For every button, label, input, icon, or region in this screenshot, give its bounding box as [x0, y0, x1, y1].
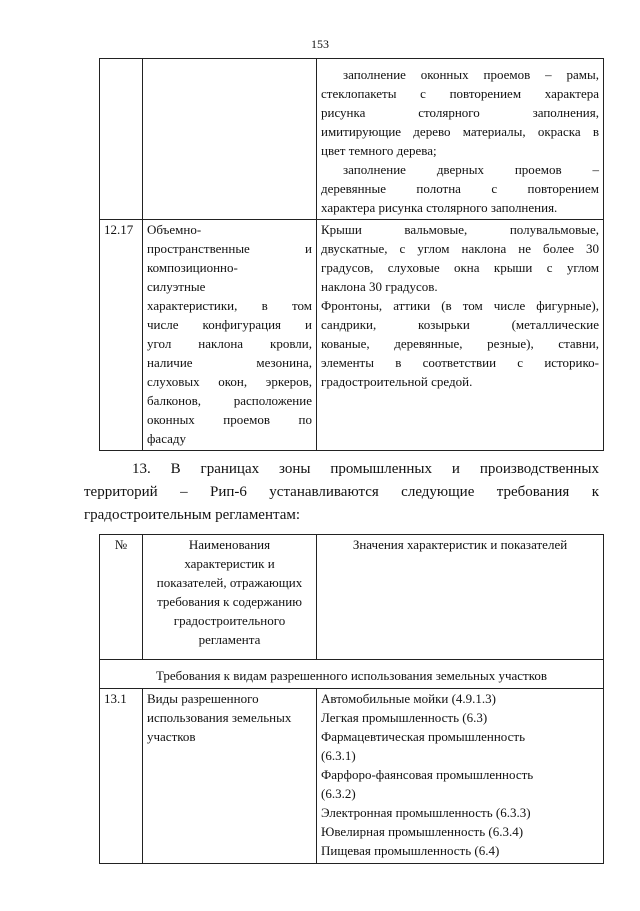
- header-name-line: характеристик и: [184, 556, 275, 571]
- header-name-line: показателей, отражающих: [156, 575, 303, 590]
- section-13-paragraph: [84, 458, 599, 527]
- characteristic-name-cell: [143, 59, 317, 220]
- header-name-cell: [143, 535, 317, 660]
- paragraph-line: градостроительным регламентам:: [84, 507, 301, 523]
- page-number: 153: [311, 37, 329, 51]
- value-line: двускатные, с углом наклона не более 30: [321, 241, 599, 256]
- name-line: пространственные и: [147, 241, 312, 256]
- table-row-13-1: [100, 689, 604, 864]
- characteristic-name-cell: [143, 220, 317, 451]
- value-line: Автомобильные мойки (4.9.1.3): [321, 691, 497, 706]
- table-header-row: [100, 535, 604, 660]
- value-line: сандрики, козырьки (металлические: [321, 317, 599, 332]
- characteristic-value-cell: [317, 220, 604, 451]
- value-line: (6.3.2): [321, 786, 356, 801]
- value-line: заполнение дверных проемов –: [343, 162, 599, 177]
- value-line: цвет темного дерева;: [321, 143, 437, 158]
- row-number-cell: [100, 59, 143, 220]
- value-line: деревянные полотна с повторением: [321, 181, 599, 196]
- value-line: Пищевая промышленность (6.4): [321, 843, 500, 858]
- value-line: имитирующие дерево материалы, окраска в: [321, 124, 599, 139]
- value-line: рисунка столярного заполнения,: [321, 105, 599, 120]
- requirements-table-section-13: [99, 534, 604, 864]
- value-line: градусов, слуховые окна крыши с углом: [321, 260, 599, 275]
- name-line: числе конфигурация и: [147, 317, 312, 332]
- header-name-line: требования к содержанию: [157, 594, 302, 609]
- table-row-12-17: [100, 220, 604, 451]
- value-line: Фармацевтическая промышленность: [321, 729, 526, 744]
- name-line: участков: [147, 729, 196, 744]
- value-line: заполнение оконных проемов – рамы,: [343, 67, 599, 82]
- value-line: стеклопакеты с повторением характера: [321, 86, 599, 101]
- header-name-line: градостроительного: [173, 613, 286, 628]
- value-line: характера рисунка столярного заполнения.: [321, 200, 558, 215]
- name-line: угол наклона кровли,: [147, 336, 312, 351]
- name-line: характеристики, в том: [147, 298, 312, 313]
- header-name-line: регламента: [198, 632, 261, 647]
- name-line: оконных проемов по: [147, 412, 312, 427]
- value-line: градостроительной средой.: [321, 374, 473, 389]
- value-line: элементы в соответствии с историко-: [321, 355, 599, 370]
- section-heading-cell: Требования к видам разрешенного использования земельных участков: [100, 660, 604, 689]
- header-number-cell: №: [100, 535, 143, 660]
- name-line: композиционно-: [147, 260, 238, 275]
- header-value-cell: Значения характеристик и показателей: [317, 535, 604, 660]
- name-line: фасаду: [147, 431, 187, 446]
- value-line: Крыши вальмовые, полувальмовые,: [321, 222, 599, 237]
- name-line: Виды разрешенного: [147, 691, 259, 706]
- value-line: Ювелирная промышленность (6.3.4): [321, 824, 524, 839]
- characteristic-name-cell: [143, 689, 317, 864]
- value-line: (6.3.1): [321, 748, 356, 763]
- value-line: кованые, деревянные, резные), ставни,: [321, 336, 599, 351]
- value-line: Фронтоны, аттики (в том числе фигурные),: [321, 298, 599, 313]
- value-line: Фарфоро-фаянсовая промышленность: [321, 767, 534, 782]
- row-number-cell: 13.1: [100, 689, 143, 864]
- name-line: наличие мезонина,: [147, 355, 312, 370]
- name-line: силуэтные: [147, 279, 206, 294]
- name-line: балконов, расположение: [147, 393, 312, 408]
- characteristic-value-cell: [317, 689, 604, 864]
- name-line: использования земельных: [147, 710, 292, 725]
- table-row-continuation: [100, 59, 604, 220]
- paragraph-line: территорий – Рип-6 устанавливаются следующие требования к: [84, 484, 599, 500]
- characteristic-value-cell: [317, 59, 604, 220]
- name-line: слуховых окон, эркеров,: [147, 374, 312, 389]
- section-row: [100, 660, 604, 689]
- row-number-cell: 12.17: [100, 220, 143, 451]
- header-name-line: Наименования: [188, 537, 271, 552]
- requirements-table-section-12: [99, 58, 604, 451]
- value-line: Легкая промышленность (6.3): [321, 710, 488, 725]
- paragraph-line: 13. В границах зоны промышленных и производственных: [132, 461, 599, 477]
- name-line: Объемно-: [147, 222, 202, 237]
- value-line: наклона 30 градусов.: [321, 279, 438, 294]
- value-line: Электронная промышленность (6.3.3): [321, 805, 531, 820]
